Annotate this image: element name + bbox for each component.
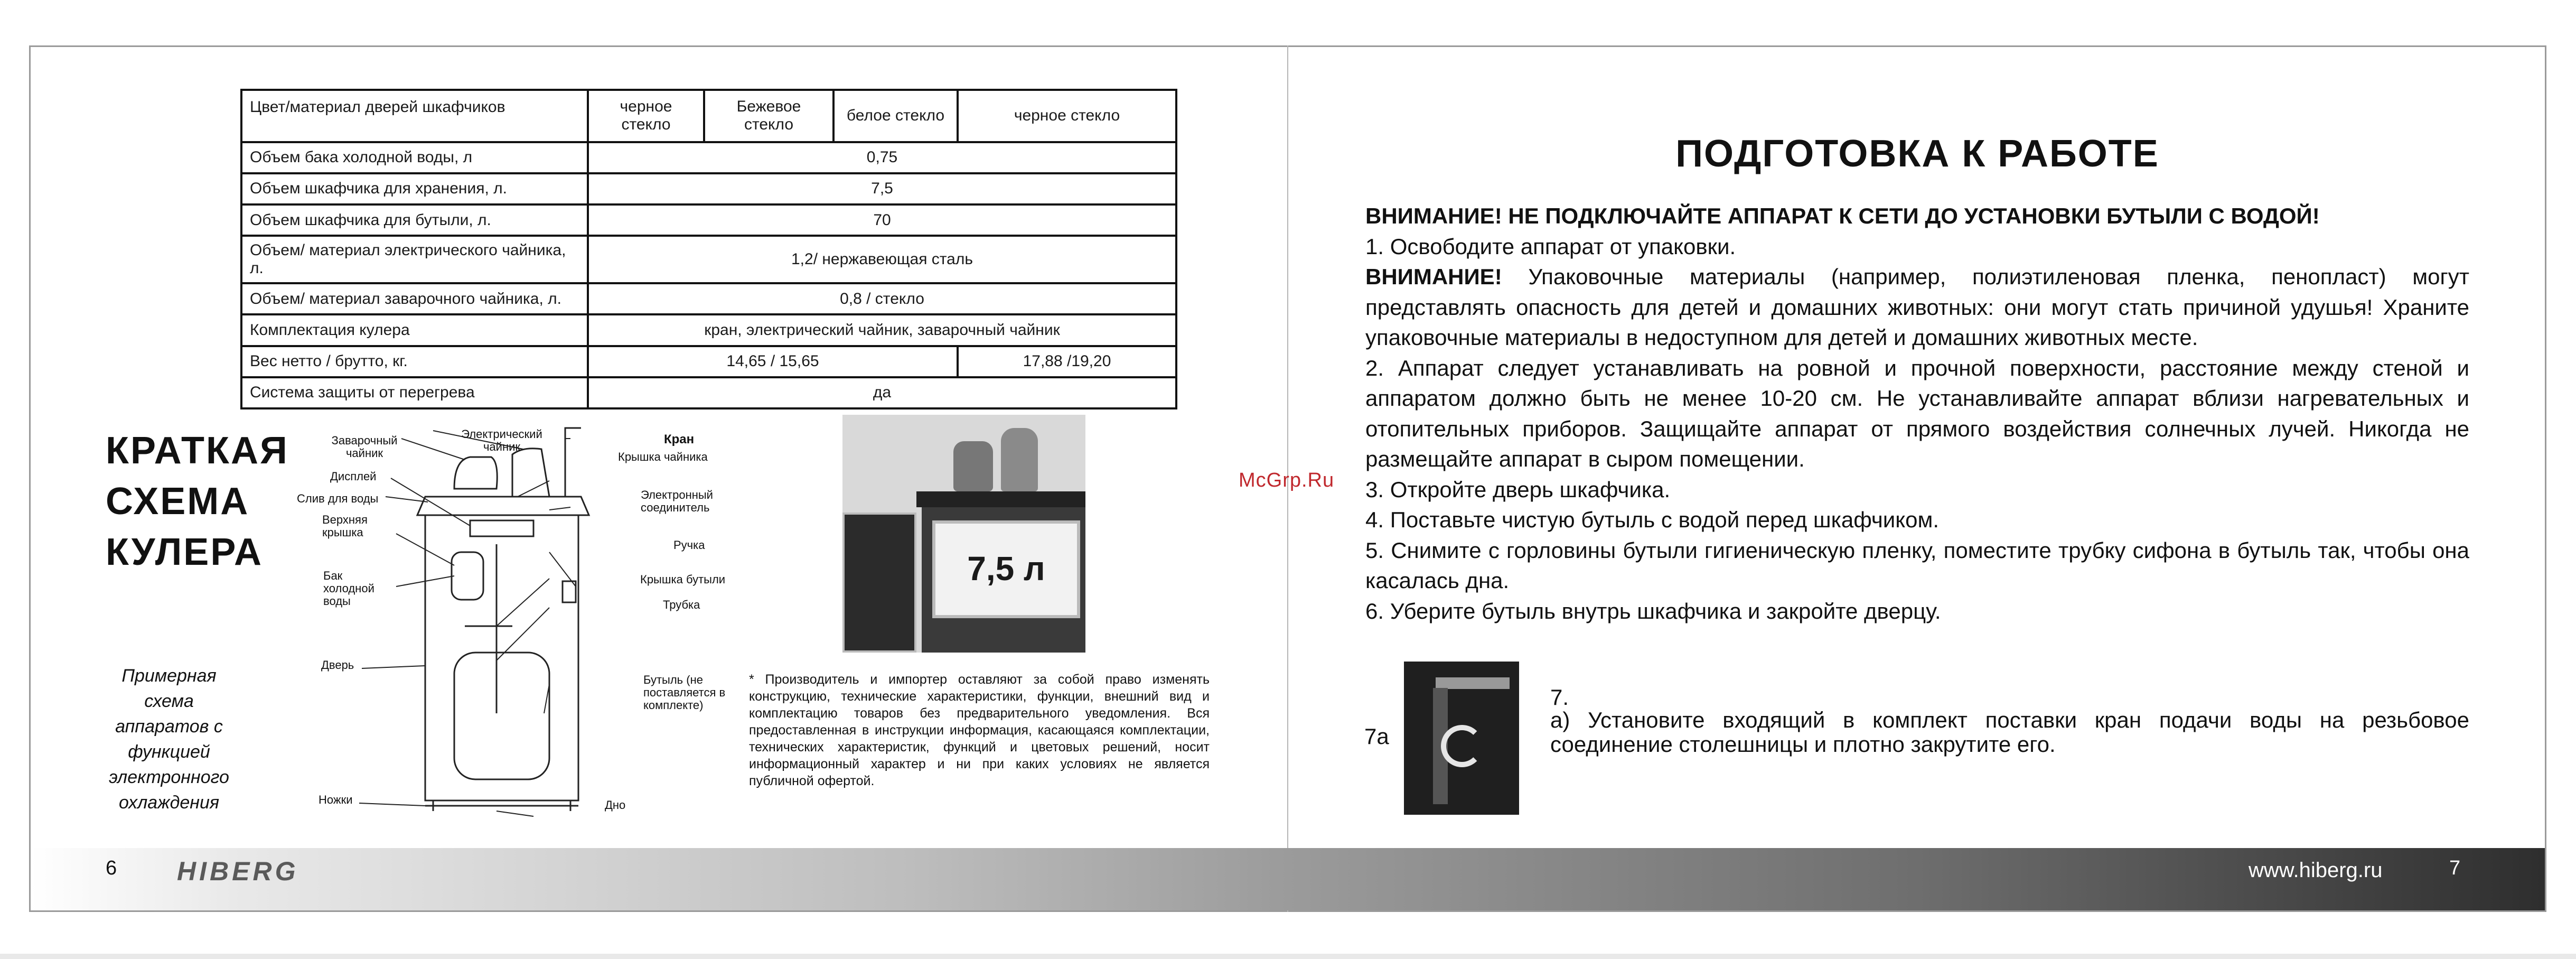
table-cell: 1,2/ нержавеющая сталь xyxy=(588,236,1176,283)
rotate-arrow-icon xyxy=(1441,725,1483,767)
label-connector: Электронный соединитель xyxy=(641,488,713,514)
label-bottle: Бутыль (не поставляется в комплекте) xyxy=(643,673,726,712)
page-number-right: 7 xyxy=(2449,857,2461,879)
label-kettle-lid: Крышка чайника xyxy=(618,450,708,463)
label-bottle-cap: Крышка бутыли xyxy=(640,573,726,586)
bottle xyxy=(454,653,549,779)
page-title: ПОДГОТОВКА К РАБОТЕ xyxy=(1675,133,2159,175)
table-cell: Бежевое стекло xyxy=(704,90,833,142)
photo-kettle xyxy=(953,441,993,491)
cooler-body xyxy=(425,515,578,800)
label-tube: Трубка xyxy=(663,598,700,611)
website-link[interactable]: www.hiberg.ru xyxy=(2249,859,2383,882)
tap-spout xyxy=(1436,677,1510,689)
label-cold-tank: Бак холодной воды xyxy=(323,569,374,608)
table-row xyxy=(241,173,1176,204)
label-top-lid: Верхняя крышка xyxy=(322,513,368,539)
electric-kettle xyxy=(512,449,549,497)
table-cell: 17,88 /19,20 xyxy=(958,346,1176,377)
table-cell: да xyxy=(588,377,1176,408)
schema-heading-line: КРАТКАЯ xyxy=(106,430,289,472)
photo-kettle xyxy=(1001,428,1038,491)
table-cell: 14,65 / 15,65 xyxy=(588,346,958,377)
step-3: 3. Откройте дверь шкафчика. xyxy=(1365,477,1671,502)
table-row xyxy=(241,314,1176,346)
table-cell: Объем/ материал заварочного чайника, л. xyxy=(241,283,588,314)
label-drain: Слив для воды xyxy=(297,492,379,505)
table-row xyxy=(241,283,1176,314)
display xyxy=(470,520,533,536)
step-5: 5. Снимите с горловины бутыли гигиеническую пленку, поместите трубку сифона в бутыль так, чтобы она касалась дна. xyxy=(1365,537,2469,593)
footer-bar xyxy=(31,848,2545,910)
label-electric-kettle: Электрический чайник xyxy=(461,427,542,453)
step-7-text: а) Установите входящий в комплект поставки кран подачи воды на резьбовое соединение столешницы и плотно закрутите его. xyxy=(1550,707,2469,757)
storage-photo xyxy=(842,415,1085,653)
schema-heading xyxy=(106,425,289,578)
table-cell: Объем шкафчика для хранения, л. xyxy=(241,173,588,204)
label-display: Дисплей xyxy=(330,470,377,483)
step-6: 6. Уберите бутыль внутрь шкафчика и закройте дверцу. xyxy=(1365,598,1941,623)
label-legs: Ножки xyxy=(319,793,353,806)
table-cell: 70 xyxy=(588,204,1176,236)
table-cell: Цвет/материал дверей шкафчиков xyxy=(241,90,588,142)
volume-badge: 7,5 л xyxy=(932,520,1080,618)
warning-packaging: ВНИМАНИЕ! Упаковочные материалы (например, полиэтиленовая пленка, пенопласт) могут представлять опасность для детей и домашних животных: они могут стать причиной удушья! Храните упаковочные материалы в недоступном для детей и домашних животных месте. xyxy=(1365,264,2469,350)
step-2: 2. Аппарат следует устанавливать на ровной и прочной поверхности, расстояние между стеной и аппаратом должно быть не менее 10-20 см. Не устанавливайте аппарат вблизи нагревательных и отопительных приборов. Защищайте аппарат от прямого воздействия солнечных лучей. Никогда не размещайте аппарат в сыром помещении. xyxy=(1365,355,2469,471)
watermark: McGrp.Ru xyxy=(1239,469,1335,491)
warning-main: ВНИМАНИЕ! НЕ ПОДКЛЮЧАЙТЕ АППАРАТ К СЕТИ ДО УСТАНОВКИ БУТЫЛИ С ВОДОЙ! xyxy=(1365,203,2320,228)
schema-heading-line: КУЛЕРА xyxy=(106,531,264,573)
table-cell: черное стекло xyxy=(958,90,1176,142)
table-cell: Объем бака холодной воды, л xyxy=(241,142,588,173)
table-row xyxy=(241,377,1176,408)
table-cell: Объем/ материал электрического чайника, л. xyxy=(241,236,588,283)
step-7-number: 7. xyxy=(1550,685,1569,710)
table-cell: Вес нетто / брутто, кг. xyxy=(241,346,588,377)
label-handle: Ручка xyxy=(673,538,705,552)
table-cell: 0,8 / стекло xyxy=(588,283,1176,314)
step-4: 4. Поставьте чистую бутыль с водой перед шкафчиком. xyxy=(1365,507,1939,532)
table-cell: 7,5 xyxy=(588,173,1176,204)
bottom-strip xyxy=(0,954,2576,959)
table-row xyxy=(241,142,1176,173)
open-door xyxy=(842,513,916,653)
table-row xyxy=(241,204,1176,236)
table-cell: Система защиты от перегрева xyxy=(241,377,588,408)
table-cell: белое стекло xyxy=(833,90,958,142)
table-cell: Объем шкафчика для бутыли, л. xyxy=(241,204,588,236)
page-number-left: 6 xyxy=(106,857,117,879)
instructions xyxy=(1365,201,2469,626)
table-cell: кран, электрический чайник, заварочный чайник xyxy=(588,314,1176,346)
label-bottom: Дно xyxy=(605,798,626,812)
spec-table xyxy=(240,89,1177,409)
cabinet-top xyxy=(916,491,1085,507)
step-1: 1. Освободите аппарат от упаковки. xyxy=(1365,234,1736,259)
label-7a: 7а xyxy=(1364,724,1389,749)
label-brew-kettle: Заварочный чайник xyxy=(331,434,398,460)
label-tap: Кран xyxy=(664,432,695,446)
label-door: Дверь xyxy=(321,658,354,672)
schema-caption: Примерная схема аппаратов с функцией электронного охлаждения xyxy=(109,666,229,813)
table-row xyxy=(241,236,1176,283)
brand-logo: HIBERG xyxy=(177,856,299,886)
brew-kettle xyxy=(454,457,497,489)
schema-heading-line: СХЕМА xyxy=(106,480,250,523)
footnote: * Производитель и импортер оставляют за собой право изменять конструкцию, технические характеристики, функции, внешний вид и комплектацию товаров без предварительного уведомления. Вся предоставленная в инструкции информация, касающаяся комплектации, технических характеристик, функций и цветовых решений, носит информационный характер и ни при каких условиях не является публичной офертой. xyxy=(749,672,1210,788)
table-row xyxy=(241,90,1176,142)
table-cell: черное стекло xyxy=(588,90,704,142)
cold-tank xyxy=(452,552,483,600)
table-cell: Комплектация кулера xyxy=(241,314,588,346)
table-row xyxy=(241,346,1176,377)
table-cell: 0,75 xyxy=(588,142,1176,173)
cooler-top xyxy=(417,497,589,515)
tap-photo xyxy=(1404,662,1519,815)
